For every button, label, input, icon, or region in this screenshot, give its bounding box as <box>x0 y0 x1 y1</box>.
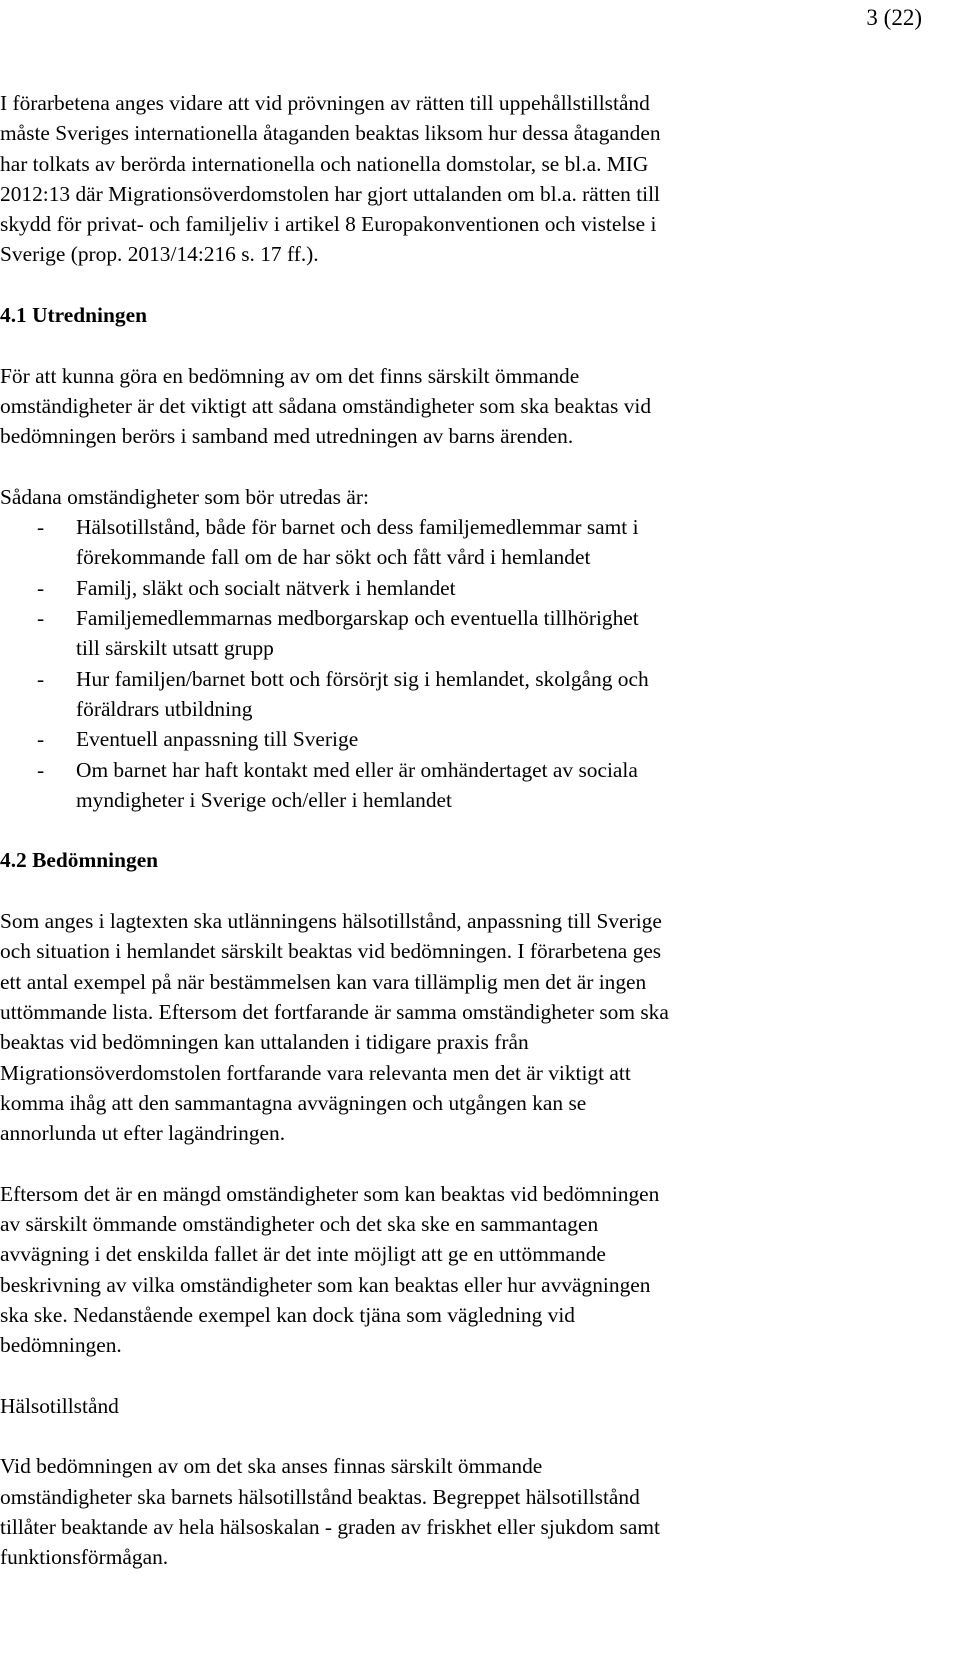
text-line: Eventuell anpassning till Sverige <box>76 727 359 752</box>
bedomningen-paragraph-2 <box>0 1179 905 1361</box>
text-line: Vid bedömningen av om det ska anses finnas särskilt ömmande <box>0 1454 543 1479</box>
text-line: har tolkats av berörda internationella och nationella domstolar, se bl.a. MIG <box>0 151 649 176</box>
list-dash: - <box>37 606 45 631</box>
list-dash: - <box>37 757 45 782</box>
text-line: bedömningen berörs i samband med utredningen av barns ärenden. <box>0 424 574 449</box>
text-line: bedömningen. <box>0 1333 122 1358</box>
list-dash: - <box>37 727 45 752</box>
text-line: Familj, släkt och socialt nätverk i hemlandet <box>76 575 456 600</box>
text-line: Hälsotillstånd, både för barnet och dess familjemedlemmar samt i <box>76 515 639 540</box>
text-line: Som anges i lagtexten ska utlänningens hälsotillstånd, anpassning till Sverige <box>0 909 662 934</box>
text-line: Migrationsöverdomstolen fortfarande vara relevanta men det är viktigt att <box>0 1060 631 1085</box>
text-line: beaktas vid bedömningen kan uttalanden i tidigare praxis från <box>0 1030 529 1055</box>
list-item <box>0 573 905 603</box>
text-line: ska ske. Nedanstående exempel kan dock tjäna som vägledning vid <box>0 1302 575 1327</box>
text-line: Hälsotillstånd <box>0 1393 119 1418</box>
list-dash: - <box>37 515 45 540</box>
section-heading-utredningen: 4.1 Utredningen <box>0 303 147 328</box>
list-item <box>0 603 905 664</box>
text-line: I förarbetena anges vidare att vid prövningen av rätten till uppehållstillstånd <box>0 91 650 115</box>
text-line: annorlunda ut efter lagändringen. <box>0 1121 286 1146</box>
text-line: skydd för privat- och familjeliv i artikel 8 Europakonventionen och vistelse i <box>0 212 657 237</box>
text-line: av särskilt ömmande omständigheter och det ska ske en sammantagen <box>0 1211 599 1236</box>
list-dash: - <box>37 575 45 600</box>
text-line: Sverige (prop. 2013/14:216 s. 17 ff.). <box>0 242 319 267</box>
page-number: 3 (22) <box>866 5 922 30</box>
text-line: funktionsförmågan. <box>0 1545 169 1570</box>
text-line: komma ihåg att den sammantagna avvägningen och utgången kan se <box>0 1090 587 1115</box>
text-line: tillåter beaktande av hela hälsoskalan - graden av friskhet eller sjukdom samt <box>0 1514 660 1539</box>
halsotillstand-paragraph <box>0 1451 905 1572</box>
list-item <box>0 664 905 725</box>
intro-paragraph <box>0 88 905 270</box>
document-body <box>0 88 905 1573</box>
list-item <box>0 755 905 816</box>
subheading-halsotillstand <box>0 1391 905 1421</box>
list-dash: - <box>37 666 45 691</box>
text-line: omständigheter är det viktigt att sådana omständigheter som ska beaktas vid <box>0 393 652 418</box>
text-line: omständigheter ska barnets hälsotillstånd beaktas. Begreppet hälsotillstånd <box>0 1484 640 1509</box>
text-line: ett antal exempel på när bestämmelsen kan vara tillämplig men det är ingen <box>0 969 647 994</box>
text-line: beskrivning av vilka omständigheter som kan beaktas eller hur avvägningen <box>0 1272 651 1297</box>
utredningen-paragraph <box>0 361 905 452</box>
text-line: myndigheter i Sverige och/eller i hemlandet <box>76 787 452 812</box>
text-line: 2012:13 där Migrationsöverdomstolen har gjort uttalanden om bl.a. rätten till <box>0 181 660 206</box>
text-line: och situation i hemlandet särskilt beaktas vid bedömningen. I förarbetena ges <box>0 939 662 964</box>
text-line: till särskilt utsatt grupp <box>76 636 274 661</box>
text-line: Familjemedlemmarnas medborgarskap och eventuella tillhörighet <box>76 606 639 631</box>
text-line: avvägning i det enskilda fallet är det inte möjligt att ge en uttömmande <box>0 1242 606 1267</box>
text-line: föräldrars utbildning <box>76 696 253 721</box>
text-line: Hur familjen/barnet bott och försörjt sig i hemlandet, skolgång och <box>76 666 649 691</box>
list-item <box>0 724 905 754</box>
text-line: förekommande fall om de har sökt och fått vård i hemlandet <box>76 545 591 570</box>
list-item <box>0 512 905 573</box>
text-line: Sådana omständigheter som bör utredas är: <box>0 484 369 509</box>
circumstances-list <box>0 512 905 815</box>
text-line: Eftersom det är en mängd omständigheter som kan beaktas vid bedömningen <box>0 1181 660 1206</box>
text-line: uttömmande lista. Eftersom det fortfarande är samma omständigheter som ska <box>0 999 669 1024</box>
text-line: måste Sveriges internationella åtaganden beaktas liksom hur dessa åtaganden <box>0 121 661 146</box>
text-line: För att kunna göra en bedömning av om det finns särskilt ömmande <box>0 363 580 388</box>
section-heading-bedomningen: 4.2 Bedömningen <box>0 848 159 873</box>
bedomningen-paragraph-1 <box>0 906 905 1148</box>
list-intro <box>0 482 905 512</box>
text-line: Om barnet har haft kontakt med eller är omhändertaget av sociala <box>76 757 638 782</box>
